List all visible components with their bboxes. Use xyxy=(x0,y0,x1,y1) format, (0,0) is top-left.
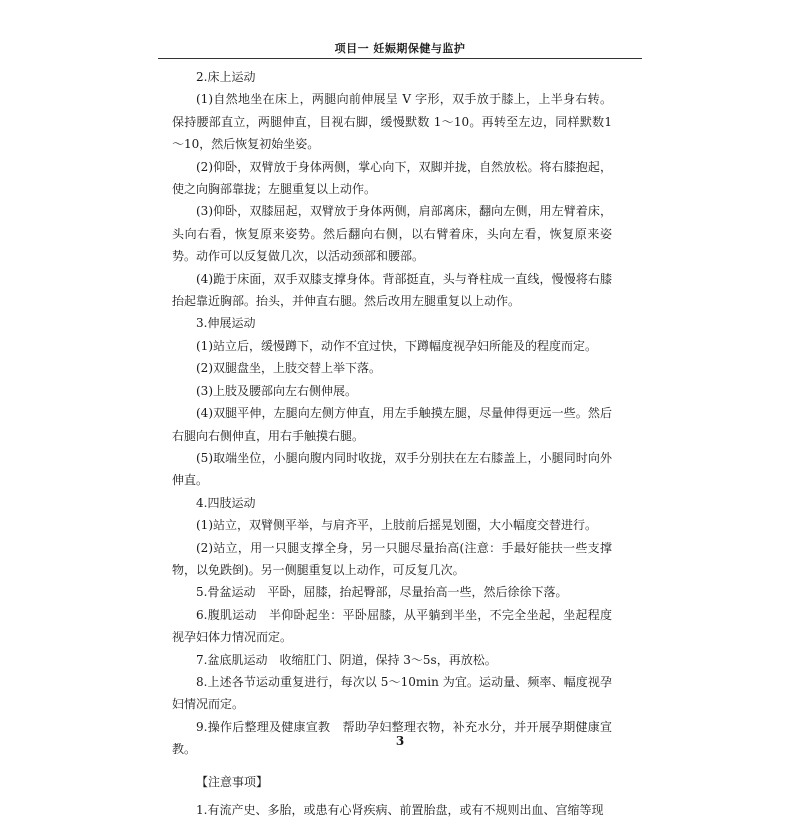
notice-item: 1.有流产史、多胎，或患有心肾疾病、前置胎盘，或有不规则出血、宫缩等现 xyxy=(196,803,604,817)
paragraph: (2)双腿盘坐，上肢交替上举下落。 xyxy=(196,361,381,376)
notice-heading: 【注意事项】 xyxy=(196,774,269,789)
paragraph: (4)跪于床面，双手双膝支撑身体。背部挺直，头与脊柱成一直线，慢慢将右膝抬起靠近胸部。抬头，并伸直右腿。然后改用左腿重复以上动作。 xyxy=(172,271,612,309)
paragraph: (4)双腿平伸，左腿向左侧方伸直，用左手触摸左腿，尽量伸得更远一些。然后右腿向右侧伸直，用右手触摸右腿。 xyxy=(172,406,612,443)
paragraph: (3)仰卧，双膝屈起，双臂放于身体两侧，肩部离床，翻向左侧，用左臂着床，头向右看，恢复原来姿势。然后翻向右侧，以右臂着床，头向左看，恢复原来姿势。动作可以反复做几次，以活动颈部和腰部。 xyxy=(172,204,612,264)
page-number: 3 xyxy=(395,734,405,748)
paragraph: 2.床上运动 xyxy=(196,70,256,84)
paragraph: 8.上述各节运动重复进行，每次以 5～10min 为宜。运动量、频率、幅度视孕妇情况而定。 xyxy=(172,674,612,712)
paragraph: (5)取端坐位，小腿向腹内同时收拢，双手分别扶在左右膝盖上，小腿同时向外伸直。 xyxy=(172,450,612,488)
paragraph: (3)上肢及腰部向左右侧伸展。 xyxy=(196,383,357,398)
paragraph: (1)站立后，缓慢蹲下，动作不宜过快，下蹲幅度视孕妇所能及的程度而定。 xyxy=(196,338,598,353)
paragraph: 5.骨盆运动 平卧，屈膝，抬起臀部，尽量抬高一些，然后徐徐下落。 xyxy=(196,585,568,600)
paragraph: 7.盆底肌运动 收缩肛门、阴道，保持 3～5s，再放松。 xyxy=(196,652,497,667)
paragraph: (1)站立，双臂侧平举，与肩齐平，上肢前后摇晃划圈，大小幅度交替进行。 xyxy=(196,518,598,533)
running-header: 项目一 妊娠期保健与监护 xyxy=(334,42,466,55)
paragraph: 4.四肢运动 xyxy=(196,495,256,510)
header-rule xyxy=(158,58,642,59)
body-text xyxy=(172,66,612,821)
paragraph: (2)站立，用一只腿支撑全身，另一只腿尽量抬高(注意：手最好能扶一些支撑物，以免跌倒)。另一侧腿重复以上动作，可反复几次。 xyxy=(172,540,612,577)
paragraph: (1)自然地坐在床上，两腿向前伸展呈 V 字形，双手放于膝上，上半身右转。保持腰部直立，两腿伸直，目视右脚，缓慢默数 1～10。再转至左边，同样默数1～10，然后恢复初始坐姿。 xyxy=(172,92,612,152)
paragraph: 3.伸展运动 xyxy=(196,316,256,331)
paragraph: (2)仰卧，双臂放于身体两侧，掌心向下，双脚并拢，自然放松。将右膝抱起，使之向胸部靠拢；左腿重复以上动作。 xyxy=(172,159,612,197)
paragraph: 9.操作后整理及健康宣教 帮助孕妇整理衣物，补充水分，并开展孕期健康宣教。 xyxy=(172,719,612,757)
paragraph: 6.腹肌运动 半仰卧起坐：平卧屈膝，从平躺到半坐，不完全坐起，坐起程度视孕妇体力情况而定。 xyxy=(172,607,612,645)
